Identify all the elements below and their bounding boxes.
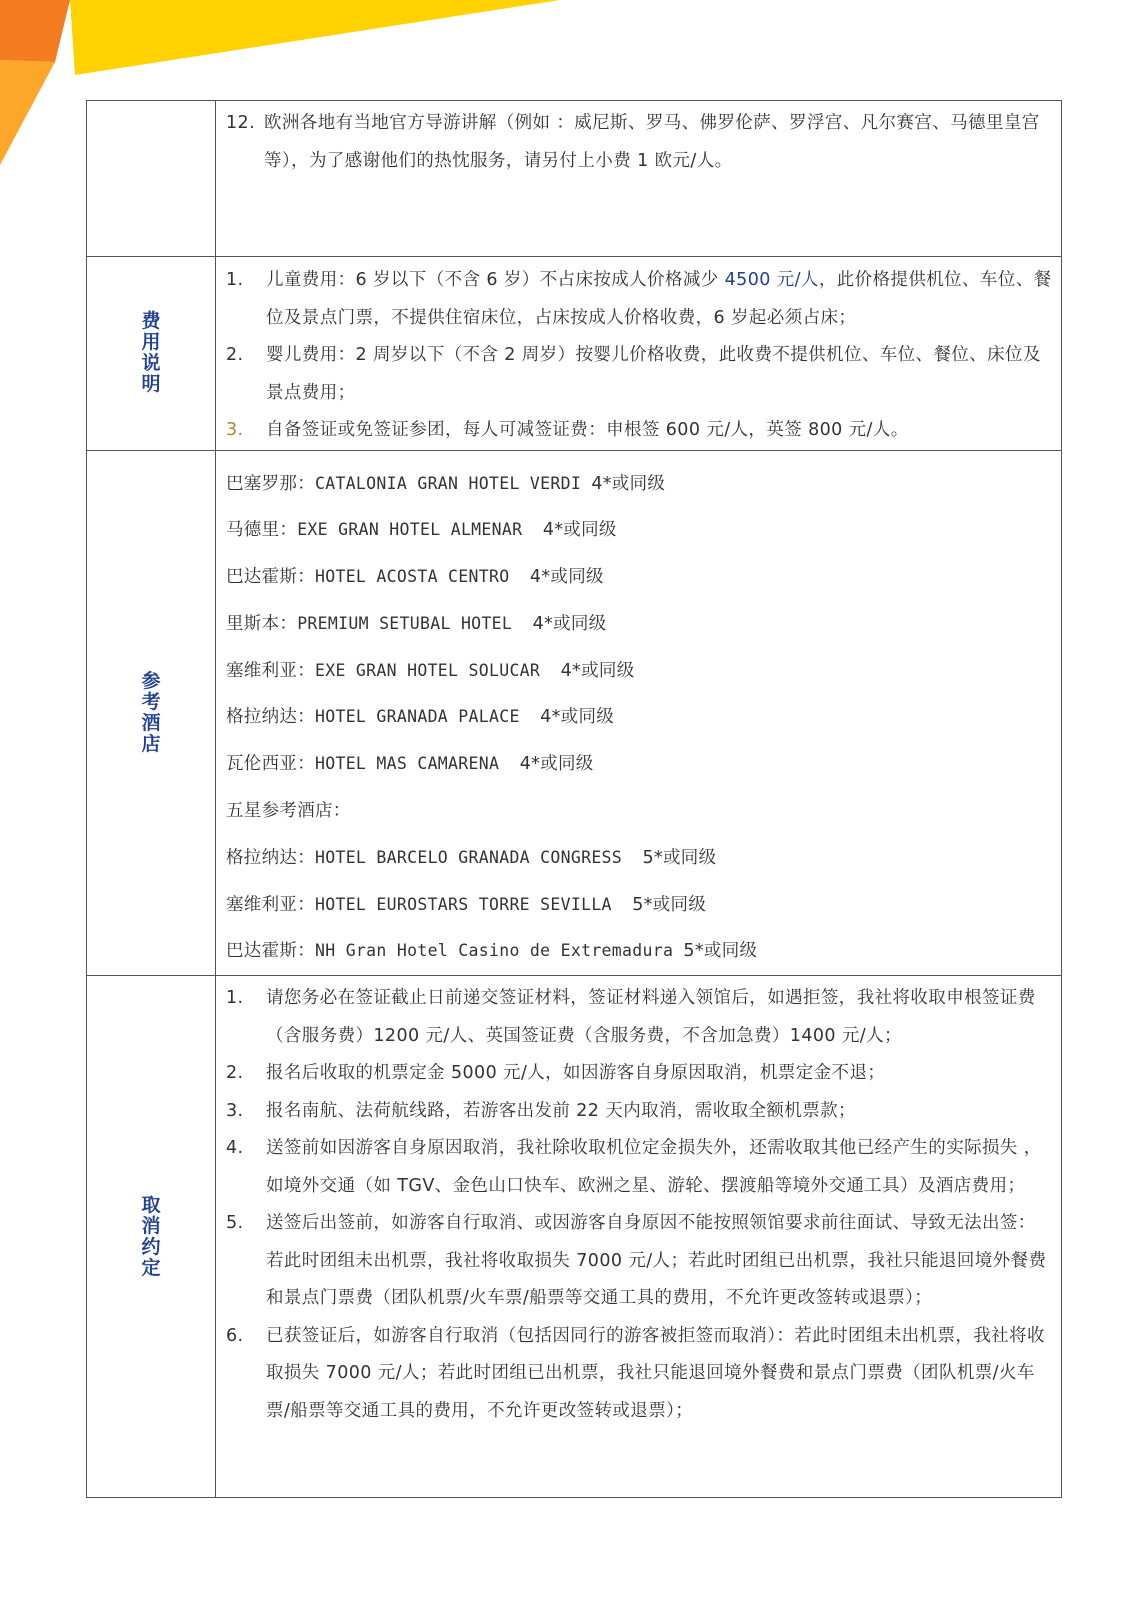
hotel-line [226,601,1053,648]
tip-content [216,101,1062,257]
item-number: 6. [226,1325,244,1346]
highlight-price: 4500 元/人 [724,270,819,290]
item-number: 1. [226,270,244,290]
hotel-line [226,741,1053,788]
item-number: 2. [226,1063,244,1084]
hotel-line [226,507,1053,554]
hotel-city: 塞维利亚： [226,660,315,681]
hotel-rating: 5*或同级 [642,847,717,868]
hotel-line [226,788,1053,835]
list-item [226,105,1053,180]
item-text: 请您务必在签证截止日前递交签证材料，签证材料递入领馆后，如遇拒签，我社将收取申根签证费（含服务费）1200 元/人、英国签证费（含服务费，不含加急费）1400 元/人； [266,988,1036,1046]
hotel-name: CATALONIA GRAN HOTEL VERDI [315,473,592,493]
hotel-city: 格拉纳达： [226,707,315,728]
fees-content [216,257,1062,451]
hotel-rating: 5*或同级 [683,941,758,962]
item-text: 欧洲各地有当地官方导游讲解（例如 ：威尼斯、罗马、佛罗伦萨、罗浮宫、凡尔赛宫、马德里皇宫等），为了感谢他们的热忱服务，请另付上小费 1 欧元/人。 [264,113,1040,171]
hotel-line [226,694,1053,741]
tip-row [87,101,1062,257]
list-item [226,1055,1053,1093]
hotel-city: 里斯本： [226,613,298,634]
list-item [226,412,1053,450]
hotel-rating: 4*或同级 [591,473,666,494]
list-item [226,1130,1053,1205]
item-text: 已获签证后，如游客自行取消（包括因同行的游客被拒签而取消）：若此时团组未出机票，我社将收取损失 7000 元/人；若此时团组已出机票，我社只能退回境外餐费和景点门票费（团队机票/火车票/船票等交通工具的费用，不允许更改签转或退票）； [266,1325,1045,1421]
item-text: 儿童费用：6 岁以下（不含 6 岁）不占床按成人价格减少 4500 元/人，此价格提供机位、车位、餐位及景点门票，不提供住宿床位，占床按成人价格收费，6 岁起必须占床； [266,270,1052,328]
item-number: 1. [226,988,244,1009]
item-number: 5. [226,1213,244,1234]
hotel-rating: 4*或同级 [540,707,615,728]
hotel-city: 格拉纳达： [226,847,315,868]
item-text: 婴儿费用：2 周岁以下（不含 2 周岁）按婴儿价格收费，此收费不提供机位、车位、餐位、床位及景点费用； [266,345,1041,403]
hotel-city: 巴达霍斯： [226,941,315,962]
list-item [226,1205,1053,1318]
hotels-label-cell [87,450,216,976]
hotels-content [216,450,1062,976]
item-number: 2. [226,345,244,365]
hotel-rating: 4*或同级 [560,660,635,681]
hotel-name: HOTEL GRANADA PALACE [315,707,541,727]
item-text: 报名南航、法荷航线路，若游客出发前 22 天内取消，需收取全额机票款； [266,1100,856,1121]
hotels-label: 参考酒店 [141,669,161,755]
hotel-line [226,835,1053,882]
hotel-name: NH Gran Hotel Casino de Extremadura [315,941,684,961]
hotel-rating: 4*或同级 [529,567,604,588]
hotel-rating: 5*或同级 [632,894,707,915]
hotel-name: HOTEL MAS CAMARENA [315,754,520,774]
fees-label: 费用说明 [141,310,161,396]
hotel-city: 巴塞罗那： [226,473,315,494]
item-text: 送签前如因游客自身原因取消，我社除收取机位定金损失外，还需收取其他已经产生的实际损失 ，如境外交通（如 TGV、金色山口快车、欧洲之星、游轮、摆渡船等境外交通工具）及酒店费用； [266,1138,1042,1196]
cancel-label-cell [87,976,216,1498]
item-text: 送签后出签前，如游客自行取消、或因游客自身原因不能按照领馆要求前往面试、导致无法出签：若此时团组未出机票，我社将收取损失 7000 元/人；若此时团组已出机票，我社只能退回境外餐费和景点门票费（团队机票/火车票/船票等交通工具的费用，不允许更改签转或退票）； [266,1213,1047,1309]
item-number: 12. [226,113,256,133]
fees-row [87,257,1062,451]
hotel-line [226,461,1053,508]
hotel-name: HOTEL BARCELO GRANADA CONGRESS [315,847,643,867]
list-item [226,337,1053,412]
cancel-label: 取消约定 [141,1193,161,1279]
fees-label-cell [87,257,216,451]
list-item [226,1318,1053,1431]
hotel-city: 五星参考酒店： [226,801,351,822]
hotels-row [87,450,1062,976]
hotel-city: 马德里： [226,520,298,541]
hotel-name: EXE GRAN HOTEL ALMENAR [297,520,543,540]
item-number: 3. [226,1100,244,1121]
hotel-line [226,554,1053,601]
tip-label-cell [87,101,216,257]
hotel-rating: 4*或同级 [519,754,594,775]
hotel-rating: 4*或同级 [542,520,617,541]
hotel-name: HOTEL ACOSTA CENTRO [315,567,530,587]
item-number: 3. [226,420,244,440]
hotel-line [226,882,1053,929]
item-text: 报名后收取的机票定金 5000 元/人，如因游客自身原因取消，机票定金不退； [266,1063,886,1084]
hotel-line [226,928,1053,975]
hotel-city: 巴达霍斯： [226,567,315,588]
list-item [226,262,1053,337]
info-table [86,100,1062,1498]
hotel-list [226,461,1053,976]
hotel-city: 塞维利亚： [226,894,315,915]
hotel-name: PREMIUM SETUBAL HOTEL [297,613,533,633]
cancel-content [216,976,1062,1498]
item-number: 4. [226,1138,244,1159]
item-text: 自备签证或免签证参团，每人可减签证费：申根签 600 元/人，英签 800 元/人。 [266,420,909,440]
hotel-line [226,648,1053,695]
hotel-name: EXE GRAN HOTEL SOLUCAR [315,660,561,680]
hotel-city: 瓦伦西亚： [226,754,315,775]
list-item [226,980,1053,1055]
list-item [226,1093,1053,1131]
hotel-rating: 4*或同级 [532,613,607,634]
cancel-row [87,976,1062,1498]
hotel-name: HOTEL EUROSTARS TORRE SEVILLA [315,894,633,914]
